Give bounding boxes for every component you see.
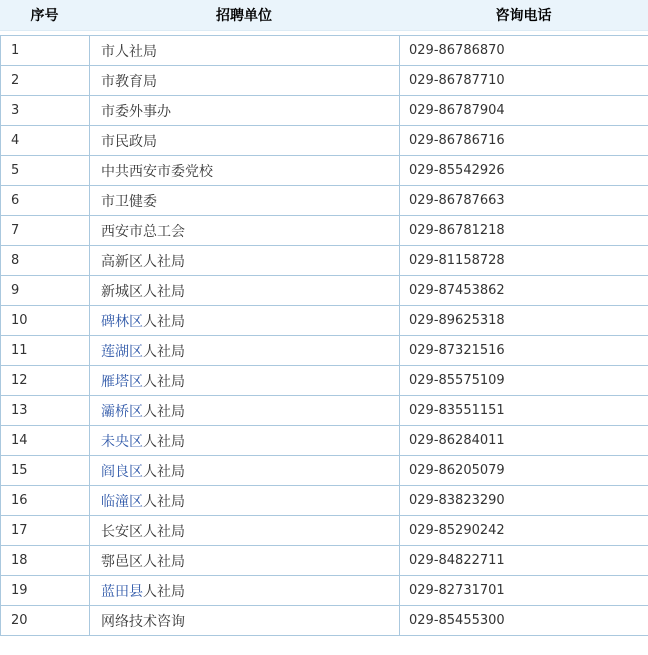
- table-row: [1, 426, 648, 456]
- row-number: 19: [1, 576, 90, 606]
- row-unit-cell: [90, 156, 400, 186]
- row-number: 1: [1, 36, 90, 66]
- row-number: 20: [1, 606, 90, 636]
- unit-district-link[interactable]: 莲湖区: [101, 343, 143, 360]
- row-phone: 029-89625318: [400, 306, 648, 336]
- unit-name-text: 人社局: [143, 343, 185, 360]
- row-unit-cell: [90, 216, 400, 246]
- row-unit-cell: [90, 66, 400, 96]
- row-number: 6: [1, 186, 90, 216]
- unit-name-text: 新城区人社局: [101, 283, 185, 300]
- header-col-phone: 咨询电话: [495, 8, 552, 24]
- row-unit-cell: [90, 126, 400, 156]
- row-number: 7: [1, 216, 90, 246]
- row-unit-cell: [90, 276, 400, 306]
- table-row: [1, 126, 648, 156]
- row-number: 11: [1, 336, 90, 366]
- header-col-unit: 招聘单位: [216, 8, 272, 24]
- unit-name-text: 长安区人社局: [101, 523, 185, 540]
- table-row: [1, 66, 648, 96]
- table-row: [1, 306, 648, 336]
- row-number: 14: [1, 426, 90, 456]
- row-number: 16: [1, 486, 90, 516]
- row-phone: 029-87453862: [400, 276, 648, 306]
- row-phone: 029-86284011: [400, 426, 648, 456]
- row-number: 12: [1, 366, 90, 396]
- unit-name-text: 市卫健委: [101, 193, 157, 210]
- row-phone: 029-86786870: [400, 36, 648, 66]
- unit-district-link[interactable]: 雁塔区: [101, 373, 143, 390]
- row-unit-cell: [90, 336, 400, 366]
- table-row: [1, 396, 648, 426]
- unit-name-text: 鄠邑区人社局: [101, 553, 185, 570]
- row-unit-cell: [90, 546, 400, 576]
- row-phone: 029-84822711: [400, 546, 648, 576]
- row-number: 9: [1, 276, 90, 306]
- header-col-number: 序号: [30, 8, 59, 24]
- row-number: 17: [1, 516, 90, 546]
- row-unit-cell: [90, 36, 400, 66]
- unit-name-text: 高新区人社局: [101, 253, 185, 270]
- row-phone: 029-85455300: [400, 606, 648, 636]
- unit-name-text: 人社局: [143, 463, 185, 480]
- unit-name-text: 人社局: [143, 373, 185, 390]
- unit-name-text: 网络技术咨询: [101, 613, 185, 630]
- table-body: [1, 36, 648, 636]
- table-row: [1, 606, 648, 636]
- table-row: [1, 516, 648, 546]
- unit-name-text: 人社局: [143, 493, 185, 510]
- unit-name-text: 市民政局: [101, 133, 157, 150]
- row-number: 15: [1, 456, 90, 486]
- row-phone: 029-87321516: [400, 336, 648, 366]
- table-row: [1, 486, 648, 516]
- unit-name-text: 市人社局: [101, 43, 157, 60]
- row-phone: 029-86781218: [400, 216, 648, 246]
- row-number: 8: [1, 246, 90, 276]
- unit-name-text: 中共西安市委党校: [101, 163, 213, 180]
- row-phone: 029-85290242: [400, 516, 648, 546]
- row-phone: 029-85575109: [400, 366, 648, 396]
- unit-name-text: 市委外事办: [101, 103, 171, 120]
- row-number: 4: [1, 126, 90, 156]
- unit-district-link[interactable]: 碑林区: [101, 313, 143, 330]
- row-number: 18: [1, 546, 90, 576]
- row-unit-cell: [90, 426, 400, 456]
- row-phone: 029-83823290: [400, 486, 648, 516]
- table-row: [1, 336, 648, 366]
- row-number: 5: [1, 156, 90, 186]
- table-row: [1, 546, 648, 576]
- table-row: [1, 216, 648, 246]
- unit-district-link[interactable]: 灞桥区: [101, 403, 143, 420]
- row-unit-cell: [90, 576, 400, 606]
- unit-district-link[interactable]: 阎良区: [101, 463, 143, 480]
- row-phone: 029-86787710: [400, 66, 648, 96]
- row-number: 3: [1, 96, 90, 126]
- table-row: [1, 366, 648, 396]
- row-unit-cell: [90, 456, 400, 486]
- table-row: [1, 456, 648, 486]
- directory-table: [0, 35, 648, 636]
- row-unit-cell: [90, 606, 400, 636]
- row-number: 10: [1, 306, 90, 336]
- row-phone: 029-85542926: [400, 156, 648, 186]
- table-row: [1, 156, 648, 186]
- row-unit-cell: [90, 486, 400, 516]
- row-phone: 029-82731701: [400, 576, 648, 606]
- row-phone: 029-86205079: [400, 456, 648, 486]
- table-row: [1, 36, 648, 66]
- unit-district-link[interactable]: 蓝田县: [101, 583, 143, 600]
- row-unit-cell: [90, 96, 400, 126]
- row-phone: 029-86787904: [400, 96, 648, 126]
- row-unit-cell: [90, 306, 400, 336]
- table-row: [1, 96, 648, 126]
- table-row: [1, 576, 648, 606]
- unit-name-text: 市教育局: [101, 73, 157, 90]
- unit-name-text: 人社局: [143, 403, 185, 420]
- table-header: [0, 0, 648, 31]
- unit-district-link[interactable]: 未央区: [101, 433, 143, 450]
- row-unit-cell: [90, 396, 400, 426]
- row-number: 13: [1, 396, 90, 426]
- row-phone: 029-86786716: [400, 126, 648, 156]
- row-phone: 029-83551151: [400, 396, 648, 426]
- row-unit-cell: [90, 516, 400, 546]
- row-unit-cell: [90, 246, 400, 276]
- row-phone: 029-86787663: [400, 186, 648, 216]
- unit-name-text: 西安市总工会: [101, 223, 185, 240]
- unit-district-link[interactable]: 临潼区: [101, 493, 143, 510]
- table-row: [1, 186, 648, 216]
- unit-name-text: 人社局: [143, 313, 185, 330]
- row-phone: 029-81158728: [400, 246, 648, 276]
- table-row: [1, 276, 648, 306]
- row-number: 2: [1, 66, 90, 96]
- table-row: [1, 246, 648, 276]
- row-unit-cell: [90, 366, 400, 396]
- unit-name-text: 人社局: [143, 433, 185, 450]
- unit-name-text: 人社局: [143, 583, 185, 600]
- row-unit-cell: [90, 186, 400, 216]
